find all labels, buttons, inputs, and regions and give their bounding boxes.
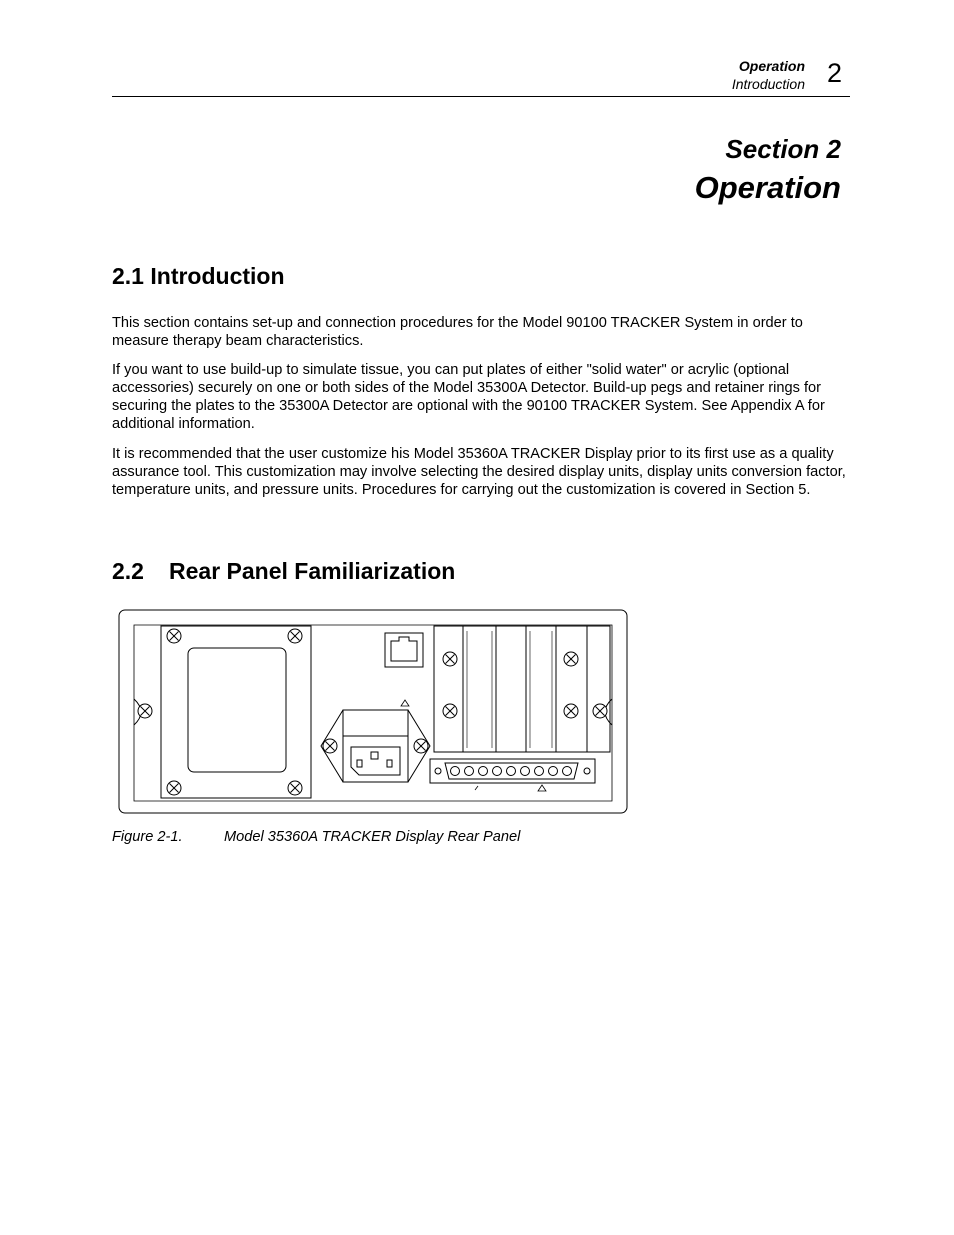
chapter-number: 2 <box>826 58 842 88</box>
connector-pin <box>451 767 460 776</box>
inlet-pin-neutral <box>387 760 392 767</box>
connector-pin <box>563 767 572 776</box>
section-title: Operation <box>694 170 841 205</box>
connector-pin <box>465 767 474 776</box>
connector-pin <box>507 767 516 776</box>
connector-pin <box>479 767 488 776</box>
inlet-pin-ground <box>371 752 378 759</box>
rear-panel-illustration <box>118 609 630 816</box>
rear-panel-heading-number: 2.2 <box>112 558 144 584</box>
screw-icon <box>593 704 607 718</box>
intro-paragraph-3: It is recommended that the user customize his Model 35360A TRACKER Display prior to its first use as a quality assurance tool. This customization may involve selecting the desired display units, display units conversion factor, temperature units, and pressure units. Procedures for carrying out the customization is covered in Section 5. <box>112 446 846 498</box>
screw-icon <box>564 704 578 718</box>
intro-heading-text: Introduction <box>150 263 285 289</box>
intro-heading <box>112 263 285 290</box>
intro-paragraph-2: If you want to use build-up to simulate tissue, you can put plates of either "solid water" or acrylic (optional accessories) securely on one or both sides of the Model 35300A Detector. Build-up pegs and retainer rings for securing the plates to the 35300A Detector are optional with the 90100 TRACKER System. See Appendix A for additional information. <box>112 362 825 432</box>
screw-icon <box>167 781 181 795</box>
expansion-bay <box>434 626 610 752</box>
screw-icon <box>414 739 428 753</box>
connector-pin <box>493 767 502 776</box>
inlet-pin-live <box>357 760 362 767</box>
connector-pin <box>535 767 544 776</box>
header-subsection-name: Introduction <box>731 76 805 92</box>
running-header-text <box>732 57 805 93</box>
screw-icon <box>138 704 152 718</box>
intro-paragraph-1: This section contains set-up and connection procedures for the Model 90100 TRACKER System in order to measure therapy beam characteristics. <box>112 315 803 349</box>
tick-mark <box>475 786 478 790</box>
power-entry-body <box>343 710 408 782</box>
section-label: Section 2 <box>725 134 841 164</box>
connector-pin <box>521 767 530 776</box>
running-header <box>112 55 850 97</box>
rear-panel-heading <box>112 558 455 585</box>
screw-icon <box>288 781 302 795</box>
left-cover-window <box>188 648 286 772</box>
screw-icon <box>323 739 337 753</box>
header-section-name: Operation <box>738 58 805 74</box>
screw-icon <box>288 629 302 643</box>
connector-pin <box>549 767 558 776</box>
screw-icon <box>167 629 181 643</box>
intro-heading-number: 2.1 <box>112 263 144 289</box>
rear-panel-heading-text: Rear Panel Familiarization <box>169 558 456 584</box>
screw-icon <box>443 704 457 718</box>
screw-icon <box>564 652 578 666</box>
figure-caption-text: Model 35360A TRACKER Display Rear Panel <box>224 829 521 845</box>
screw-icon <box>443 652 457 666</box>
warning-icon <box>401 700 409 706</box>
warning-icon <box>538 785 546 791</box>
figure-caption <box>112 829 520 845</box>
network-jack-port <box>391 637 417 661</box>
figure-label: Figure 2-1. <box>112 829 183 845</box>
power-inlet-socket <box>351 747 400 775</box>
